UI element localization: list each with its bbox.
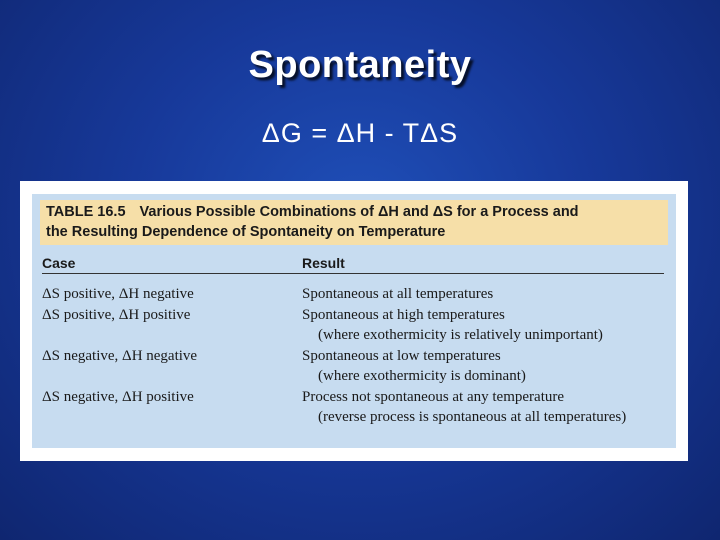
table-panel (32, 194, 676, 448)
gibbs-equation: ΔG = ΔH - TΔS (261, 118, 459, 148)
result-cell (302, 387, 626, 428)
case-cell: ΔS positive, ΔH negative (42, 286, 194, 302)
header-case: Case (42, 255, 76, 271)
case-cell: ΔS negative, ΔH positive (42, 388, 194, 405)
case-cell: ΔS positive, ΔH positive (42, 306, 191, 323)
table-row (42, 284, 668, 305)
slide-title: Spontaneity (248, 44, 472, 86)
result-note: (where exothermicity is relatively unimportant) (318, 327, 603, 343)
table-image-frame (20, 181, 688, 461)
caption-text-1: Various Possible Combinations of ΔH and ΔS for a Process and (139, 204, 579, 220)
result-cell (302, 284, 493, 305)
result-cell (302, 305, 603, 346)
caption-line-2: the Resulting Dependence of Spontaneity on Temperature (46, 224, 446, 240)
table-body (42, 284, 668, 428)
result-line: Spontaneous at all temperatures (302, 286, 494, 302)
result-line: Spontaneous at high temperatures (302, 306, 505, 323)
result-note: (where exothermicity is dominant) (318, 368, 526, 384)
caption-number: TABLE 16.5 (46, 204, 126, 220)
result-line: Spontaneous at low temperatures (302, 347, 501, 364)
table-row (42, 346, 668, 387)
result-cell (302, 346, 526, 387)
case-cell: ΔS negative, ΔH negative (42, 347, 198, 364)
header-result: Result (302, 255, 345, 271)
result-line: Process not spontaneous at any temperature (302, 388, 565, 405)
table-caption (40, 200, 668, 245)
table-header-row (42, 255, 664, 274)
result-note: (reverse process is spontaneous at all temperatures) (318, 409, 627, 425)
table-row (42, 387, 668, 428)
caption-line-1 (46, 202, 662, 222)
table-row (42, 305, 668, 346)
